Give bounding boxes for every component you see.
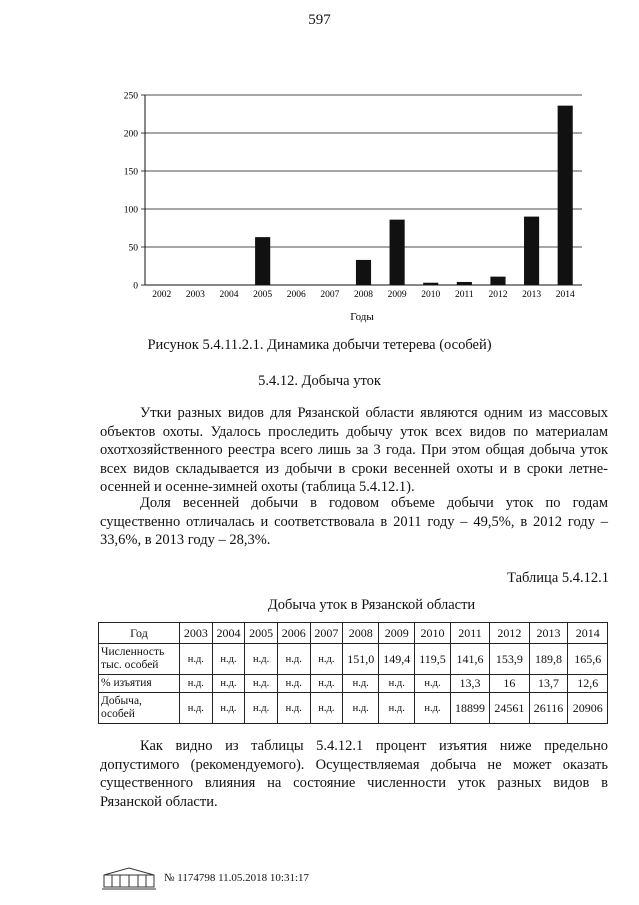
bar-2013	[524, 217, 539, 285]
footer	[100, 865, 309, 891]
table-cell: н.д.	[212, 693, 245, 724]
x-axis-label: Годы	[350, 311, 374, 323]
table-header-label: Год	[99, 623, 180, 644]
bar-2008	[356, 260, 371, 285]
table-cell: 16	[490, 675, 529, 693]
table-cell: 119,5	[415, 644, 451, 675]
table-header-year: 2014	[568, 623, 608, 644]
table-header-year: 2003	[180, 623, 213, 644]
bar-chart	[0, 0, 639, 330]
table-row	[99, 693, 608, 724]
table-cell: н.д.	[180, 644, 213, 675]
bars	[255, 106, 573, 285]
x-tick-label: 2011	[455, 290, 474, 300]
table-row-label: % изъятия	[99, 675, 180, 693]
table-row-label: Добыча, особей	[99, 693, 180, 724]
table-cell: н.д.	[379, 675, 415, 693]
x-tick-label: 2003	[185, 290, 205, 300]
table-cell: 153,9	[490, 644, 529, 675]
table-cell: н.д.	[180, 675, 213, 693]
grid-lines	[145, 95, 582, 247]
table-cell: 151,0	[343, 644, 379, 675]
table-cell: 165,6	[568, 644, 608, 675]
paragraph-2: Доля весенней добычи в годовом объеме добычи уток по годам существенно отличалась и соответствовала в 2011 году – 49,5%, в 2012 году – 33,6%, в 2013 году – 28,3%.	[100, 495, 608, 548]
y-tick-label: 150	[123, 167, 138, 178]
x-tick-label: 2009	[387, 290, 407, 300]
x-tick-label: 2006	[286, 290, 306, 300]
table-cell: н.д.	[415, 693, 451, 724]
x-tick-label: 2008	[354, 290, 373, 300]
y-tick-label: 200	[123, 129, 138, 140]
table-cell: н.д.	[310, 675, 343, 693]
bar-2014	[558, 106, 573, 285]
x-tick-label: 2014	[555, 290, 575, 300]
table-cell: 20906	[568, 693, 608, 724]
x-tick-label: 2002	[152, 290, 172, 300]
table-cell: 26116	[529, 693, 568, 724]
data-table	[98, 622, 608, 724]
table-cell: н.д.	[379, 693, 415, 724]
figure-caption: Рисунок 5.4.11.2.1. Динамика добычи тетерева (особей)	[147, 337, 492, 353]
table-header-year: 2009	[379, 623, 415, 644]
y-tick-label: 50	[128, 243, 138, 254]
y-tick-label: 0	[133, 281, 138, 292]
table-header-year: 2004	[212, 623, 245, 644]
x-tick-label: 2012	[488, 290, 508, 300]
table-header-row	[99, 623, 608, 644]
table-cell: н.д.	[212, 644, 245, 675]
table-row	[99, 644, 608, 675]
table-cell: 12,6	[568, 675, 608, 693]
bar-2005	[255, 237, 270, 285]
x-tick-label: 2004	[219, 290, 239, 300]
table-row-label: Численность тыс. особей	[99, 644, 180, 675]
page-number: 597	[308, 12, 331, 28]
table-header-year: 2013	[529, 623, 568, 644]
table-cell: н.д.	[245, 693, 278, 724]
table-cell: 149,4	[379, 644, 415, 675]
table-cell: н.д.	[415, 675, 451, 693]
table-cell: 13,7	[529, 675, 568, 693]
table-cell: н.д.	[310, 644, 343, 675]
table-header-year: 2006	[277, 623, 310, 644]
table-header-year: 2005	[245, 623, 278, 644]
table-header-year: 2011	[450, 623, 489, 644]
x-tick-label: 2007	[320, 290, 340, 300]
x-tick-label: 2005	[253, 290, 273, 300]
table-cell: н.д.	[180, 693, 213, 724]
tick-labels	[124, 92, 575, 301]
bar-2012	[490, 277, 505, 285]
bar-2009	[390, 220, 405, 285]
y-tick-label: 100	[123, 205, 138, 216]
y-tick-label: 250	[123, 91, 138, 102]
table-header-year: 2008	[343, 623, 379, 644]
document-id: № 1174798 11.05.2018 10:31:17	[164, 872, 310, 884]
conclusion-paragraph: Как видно из таблицы 5.4.12.1 процент изъятия ниже предельно допустимого (рекомендуемого). Осуществляемая добыча не может оказать существенного влияния на состояние численности уток разных видов в Рязанской области.	[100, 738, 608, 810]
table-cell: 141,6	[450, 644, 489, 675]
table-cell: н.д.	[212, 675, 245, 693]
table-cell: н.д.	[343, 693, 379, 724]
stamp-logo-icon	[100, 865, 158, 891]
table-cell: н.д.	[310, 693, 343, 724]
table-header-year: 2012	[490, 623, 529, 644]
section-heading: 5.4.12. Добыча уток	[258, 373, 381, 389]
x-tick-label: 2013	[522, 290, 542, 300]
table-header-year: 2007	[310, 623, 343, 644]
table-cell: 13,3	[450, 675, 489, 693]
table-cell: н.д.	[245, 644, 278, 675]
table-cell: 189,8	[529, 644, 568, 675]
table-cell: н.д.	[277, 644, 310, 675]
table-title: Добыча уток в Рязанской области	[267, 597, 476, 613]
table-cell: н.д.	[277, 675, 310, 693]
table-cell: н.д.	[277, 693, 310, 724]
table-cell: н.д.	[343, 675, 379, 693]
table-cell: 24561	[490, 693, 529, 724]
table-header-year: 2010	[415, 623, 451, 644]
paragraph-1: Утки разных видов для Рязанской области являются одним из массовых объектов охоты. Удалось проследить добычу уток всех видов по материалам охотхозяйственного реестра всего лишь за 3 года. При этом общая добыча уток всех видов складывается из добычи в сроки весенней охоты и в сроки летне-осенней и осенне-зимней охоты (таблица 5.4.12.1).	[100, 405, 608, 495]
table-cell: н.д.	[245, 675, 278, 693]
table-cell: 18899	[450, 693, 489, 724]
table-label: Таблица 5.4.12.1	[507, 570, 609, 586]
table-row	[99, 675, 608, 693]
axes	[141, 95, 582, 285]
x-tick-label: 2010	[421, 290, 441, 300]
